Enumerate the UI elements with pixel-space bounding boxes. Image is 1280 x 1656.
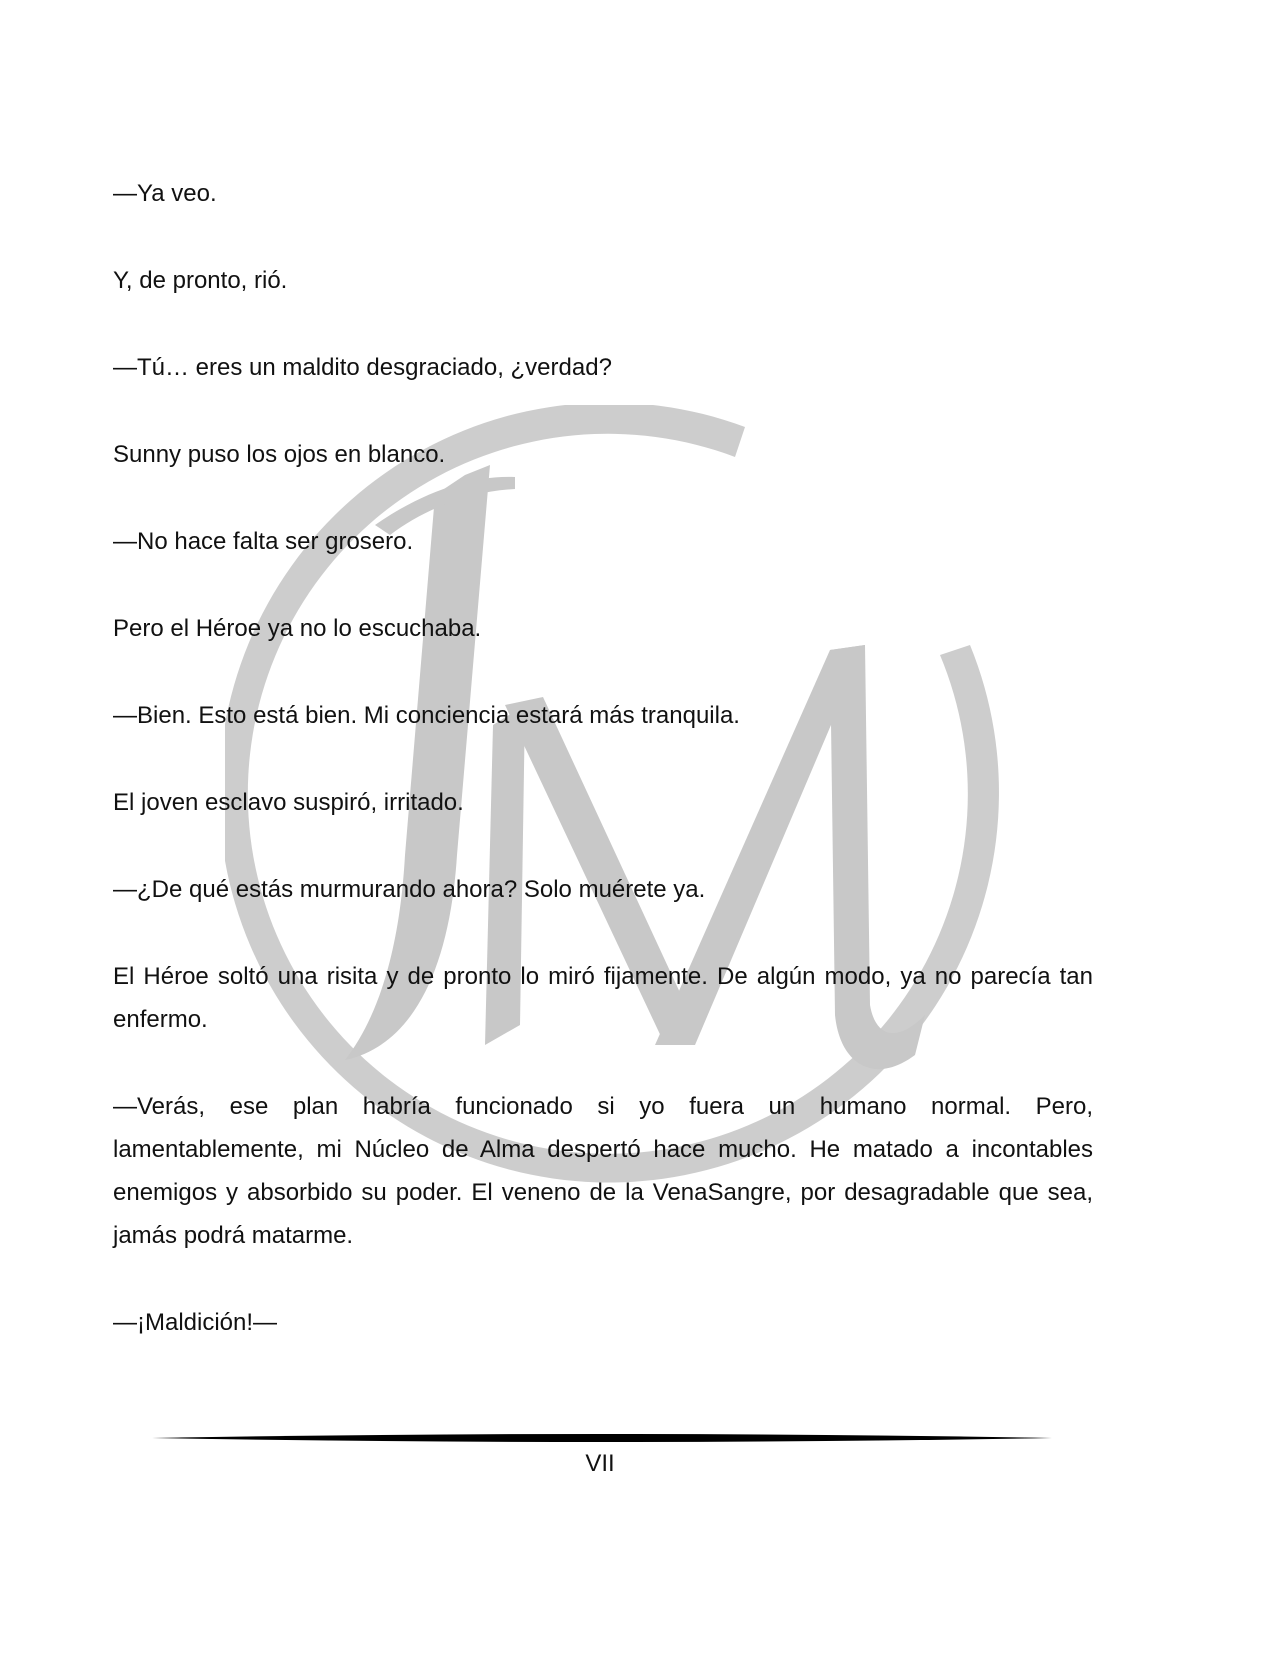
paragraph: Y, de pronto, rió. xyxy=(113,267,288,294)
paragraph: —Bien. Esto está bien. Mi conciencia estará más tranquila. xyxy=(113,702,740,729)
body-text xyxy=(113,172,1093,1344)
paragraph: El joven esclavo suspiró, irritado. xyxy=(113,789,464,816)
paragraph: —Ya veo. xyxy=(113,180,217,207)
paragraph: —No hace falta ser grosero. xyxy=(113,528,414,555)
paragraph: —Tú… eres un maldito desgraciado, ¿verdad? xyxy=(113,354,612,381)
paragraph: —¡Maldición!— xyxy=(113,1309,278,1336)
page-number: VII xyxy=(585,1450,615,1477)
paragraph: Sunny puso los ojos en blanco. xyxy=(113,441,446,468)
paragraph: El Héroe soltó una risita y de pronto lo miró fijamente. De algún modo, ya no parecía tan enfermo. xyxy=(113,963,1093,1033)
paragraph: —¿De qué estás murmurando ahora? Solo muérete ya. xyxy=(113,876,706,903)
footer-divider xyxy=(152,1432,1052,1444)
paragraph: —Verás, ese plan habría funcionado si yo fuera un humano normal. Pero, lamentablemente, mi Núcleo de Alma despertó hace mucho. He matado a incontables enemigos y absorbido su poder. El veneno de la VenaSangre, por desagradable que sea, jamás podrá matarme. xyxy=(113,1093,1093,1249)
paragraph: Pero el Héroe ya no lo escuchaba. xyxy=(113,615,482,642)
